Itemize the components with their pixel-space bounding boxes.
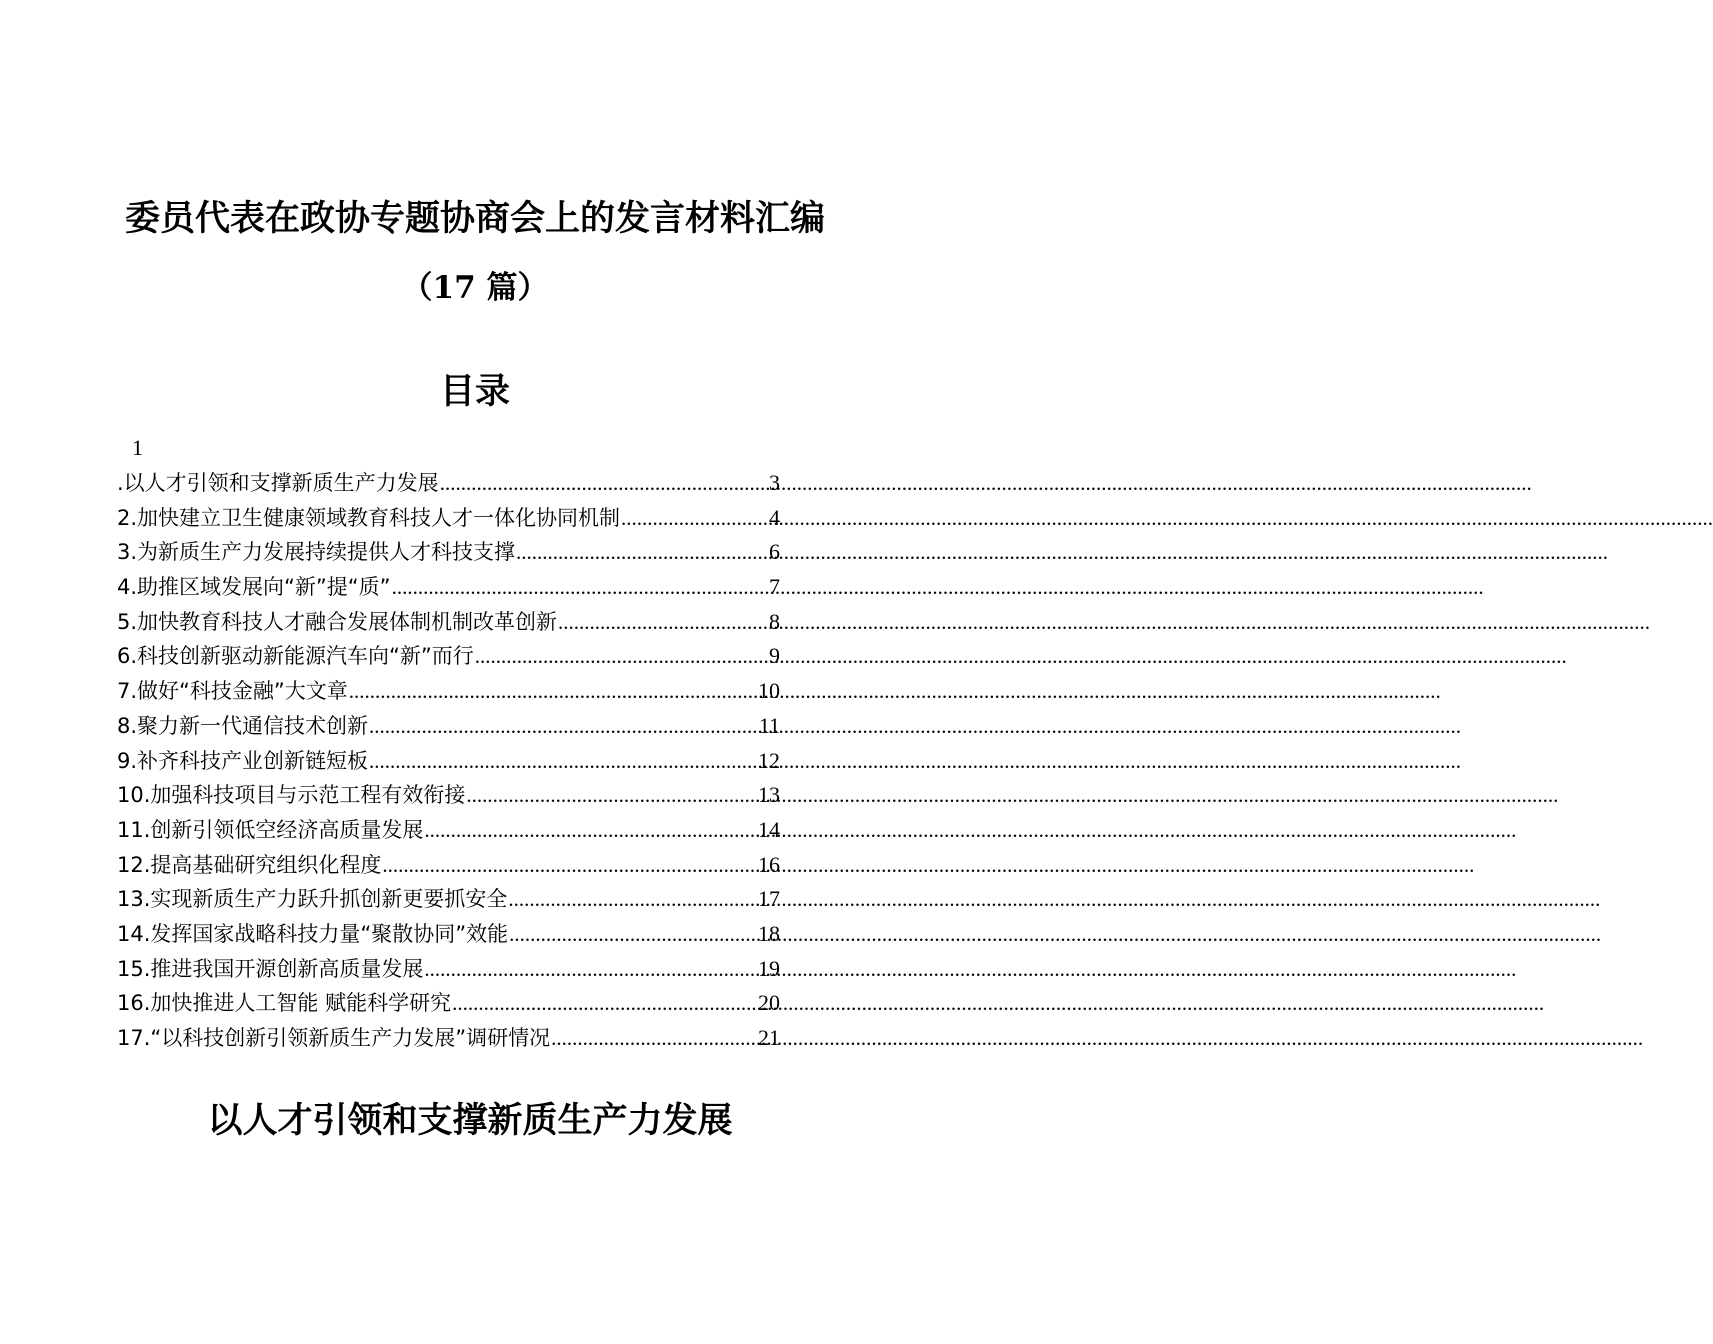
toc-entry[interactable] [117, 848, 780, 883]
toc-entry[interactable] [117, 501, 780, 536]
toc-entry-page: 6 [769, 539, 780, 565]
toc-leader-dots [424, 952, 757, 987]
toc-entry[interactable] [117, 882, 780, 917]
toc-heading: 目录 [439, 371, 510, 412]
toc-leader-dots [551, 1021, 757, 1056]
toc-entry-label: .以人才引领和支撑新质生产力发展 [117, 471, 439, 495]
toc-entry[interactable] [117, 986, 780, 1021]
toc-entry-label: 3.为新质生产力发展持续提供人才科技支撑 [117, 540, 516, 565]
toc-entry-label: 6.科技创新驱动新能源汽车向“新”而行 [117, 644, 474, 669]
toc-entry-page: 21 [758, 1025, 780, 1050]
toc-entry-label: 12.提高基础研究组织化程度 [117, 852, 382, 877]
toc-entry-page: 9 [769, 643, 780, 669]
toc-entry[interactable] [117, 952, 780, 987]
toc-entry-page: 17 [758, 886, 780, 912]
toc-entry[interactable] [117, 535, 780, 570]
toc-leader-dots [349, 674, 757, 709]
toc-entry-label: 10.加强科技项目与示范工程有效衔接 [117, 783, 466, 808]
toc-stray-number: 1 [132, 435, 143, 460]
table-of-contents [117, 466, 780, 1056]
toc-entry-label: 5.加快教育科技人才融合发展体制机制改革创新 [117, 609, 558, 634]
toc-entry[interactable] [117, 466, 780, 501]
toc-entry-page: 19 [758, 955, 780, 981]
toc-leader-dots [509, 917, 757, 952]
toc-leader-dots [424, 813, 757, 848]
toc-entry[interactable] [117, 917, 780, 952]
toc-entry-label: 4.助推区域发展向“新”提“质” [117, 575, 391, 600]
toc-leader-dots [621, 501, 768, 536]
toc-leader-dots [508, 882, 757, 917]
toc-entry[interactable] [117, 813, 780, 848]
toc-entry[interactable] [117, 570, 780, 605]
toc-entry-label: 14.发挥国家战略科技力量“聚散协同”效能 [117, 921, 509, 946]
toc-entry[interactable] [117, 1021, 780, 1056]
toc-entry-page: 14 [758, 816, 780, 842]
toc-entry-label: 15.推进我国开源创新高质量发展 [117, 956, 424, 981]
toc-leader-dots [466, 778, 757, 813]
document-title: 委员代表在政协专题协商会上的发言材料汇编 [124, 198, 825, 239]
toc-leader-dots [382, 848, 757, 883]
toc-entry-label: 2.加快建立卫生健康领域教育科技人才一体化协同机制 [117, 505, 621, 530]
toc-entry-page: 8 [769, 608, 780, 634]
toc-leader-dots [452, 986, 757, 1021]
toc-entry-label: 17.“以科技创新引领新质生产力发展”调研情况 [117, 1026, 551, 1050]
toc-entry-page: 11 [758, 712, 780, 738]
toc-entry-page: 20 [758, 990, 780, 1016]
toc-entry-label: 8.聚力新一代通信技术创新 [117, 713, 369, 738]
toc-entry-label: 16.加快推进人工智能 赋能科学研究 [117, 991, 452, 1016]
toc-leader-dots [558, 605, 768, 640]
toc-entry[interactable] [117, 709, 780, 744]
toc-leader-dots [516, 535, 768, 570]
toc-entry-label: 9.补齐科技产业创新链短板 [117, 748, 369, 773]
toc-leader-dots [392, 570, 768, 605]
toc-entry[interactable] [117, 674, 780, 709]
toc-entry[interactable] [117, 744, 780, 779]
toc-entry-label: 13.实现新质生产力跃升抓创新更要抓安全 [117, 887, 508, 912]
toc-entry-page: 7 [769, 574, 780, 600]
toc-entry-page: 13 [758, 782, 780, 808]
toc-entry-label: 11.创新引领低空经济高质量发展 [117, 817, 424, 842]
toc-entry-page: 3 [769, 470, 780, 495]
toc-leader-dots [369, 709, 758, 744]
toc-leader-dots [369, 744, 757, 779]
toc-leader-dots [475, 639, 768, 674]
toc-entry-label: 7.做好“科技金融”大文章 [117, 679, 348, 704]
toc-entry-page: 12 [758, 747, 780, 773]
first-section-heading: 以人才引领和支撑新质生产力发展 [207, 1100, 733, 1141]
toc-entry-page: 10 [758, 678, 780, 704]
toc-entry-page: 18 [758, 920, 780, 946]
toc-entry-page: 16 [758, 851, 780, 877]
document-subtitle: （17 篇） [401, 270, 549, 306]
toc-entry[interactable] [117, 778, 780, 813]
toc-entry[interactable] [117, 639, 780, 674]
toc-entry-page: 4 [769, 504, 780, 530]
toc-leader-dots [440, 466, 768, 501]
toc-entry[interactable] [117, 605, 780, 640]
